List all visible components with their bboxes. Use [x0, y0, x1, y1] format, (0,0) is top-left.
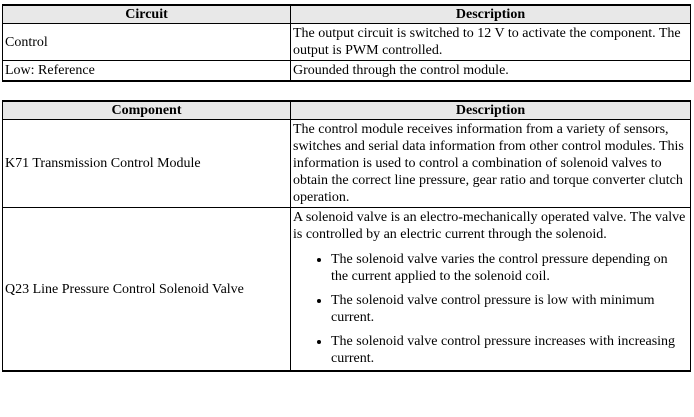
- component-table-header: [3, 101, 691, 120]
- table-row: [3, 120, 691, 208]
- bullet-list: [293, 251, 688, 367]
- table-row: [3, 61, 691, 82]
- component-name: K71 Transmission Control Module: [3, 120, 291, 208]
- component-table: [2, 100, 691, 372]
- list-item: • The solenoid valve varies the control pressure depending on the current applied to the solenoid coil.: [331, 251, 688, 285]
- component-name: Q23 Line Pressure Control Solenoid Valve: [3, 208, 291, 372]
- component-description: The control module receives information from a variety of sensors, switches and serial data information from other control modules. This information is used to control a combination of solenoid valves to obtain the correct line pressure, gear ratio and torque converter clutch operation.: [291, 120, 691, 208]
- table-row: [3, 208, 691, 372]
- circuit-table: [2, 4, 691, 82]
- circuit-column-header: Circuit: [3, 5, 291, 24]
- circuit-description: Grounded through the control module.: [291, 61, 691, 82]
- circuit-name: Low: Reference: [3, 61, 291, 82]
- table-row: [3, 24, 691, 61]
- list-item: • The solenoid valve control pressure increases with increasing current.: [331, 333, 688, 367]
- list-item: • The solenoid valve control pressure is low with minimum current.: [331, 292, 688, 326]
- circuit-description: The output circuit is switched to 12 V to activate the component. The output is PWM controlled.: [291, 24, 691, 61]
- component-description: A solenoid valve is an electro-mechanically operated valve. The valve is controlled by an electric current through the solenoid.: [293, 210, 686, 242]
- component-column-header: Component: [3, 101, 291, 120]
- circuit-name: Control: [3, 24, 291, 61]
- circuit-table-header: [3, 5, 691, 24]
- component-description-cell: [291, 208, 691, 372]
- description-column-header: Description: [291, 101, 691, 120]
- description-column-header: Description: [291, 5, 691, 24]
